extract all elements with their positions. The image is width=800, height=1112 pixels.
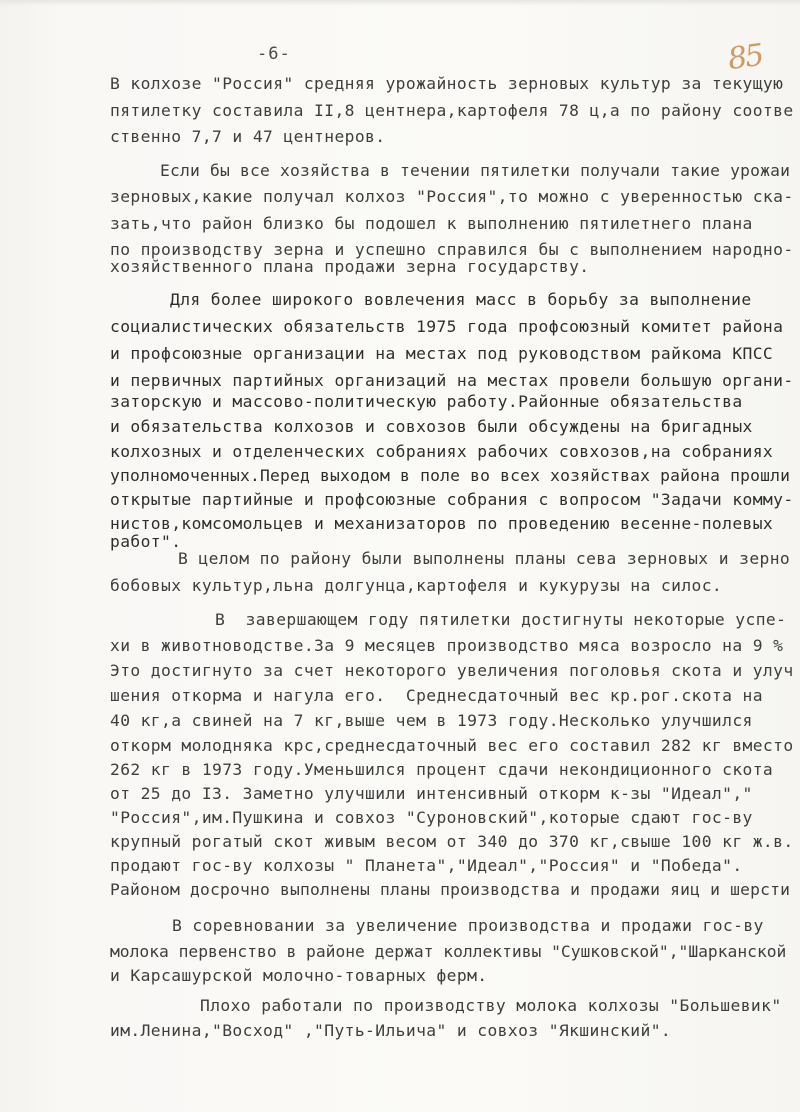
text-line: Плохо работали по производству молока колхозы "Большевик" [200, 996, 782, 1015]
text-line: от 25 до I3. Заметно улучшили интенсивный откорм к-зы "Идеал"," [110, 784, 753, 803]
text-line: пятилетку составила II,8 центнера,картофеля 78 ц,а по району соотве [110, 101, 794, 120]
text-line: молока первенство в районе держат коллективы "Сушковской","Шарканской [110, 942, 787, 961]
text-line: откорм молодняка крс,среднесдаточный вес его составил 282 кг вместо [110, 736, 794, 755]
text-line: шения откорма и нагула его. Среднесдаточный вес кр.рог.скота на [110, 686, 763, 705]
text-line: В завершающем году пятилетки достигнуты некоторые успе- [215, 610, 787, 629]
text-line: 262 кг в 1973 году.Уменьшился процент сдачи некондиционного скота [110, 760, 774, 779]
text-line: крупный рогатый скот живым весом от 340 до 370 кг,свыше 100 кг ж.в. [110, 832, 794, 851]
text-line: и первичных партийных организаций на местах провели большую органи- [110, 371, 794, 390]
page-number: -6- [257, 44, 291, 64]
text-line: социалистических обязательств 1975 года профсоюзный комитет района [110, 317, 784, 336]
text-line: Если бы все хозяйства в течении пятилетки получали такие урожаи [160, 161, 791, 180]
handwritten-folio-number: 85 [725, 37, 765, 78]
text-line: продают гос-ву колхозы " Планета","Идеал","Россия" и "Победа". [110, 856, 743, 875]
text-line: В целом по району были выполнены планы сева зерновых и зерно [178, 549, 791, 568]
text-line: 40 кг,а свиней на 7 кг,выше чем в 1973 году.Несколько улучшился [110, 711, 753, 730]
text-line: работ". [110, 532, 182, 551]
text-line: открытые партийные и профсоюзные собрания с вопросом "Задачи комму- [110, 490, 794, 509]
text-line: и Карсашурской молочно-товарных ферм. [110, 966, 488, 985]
text-line: Это достигнуто за счет некоторого увеличения поголовья скота и улуч [110, 661, 794, 680]
text-line: В колхозе "Россия" средняя урожайность зерновых культур за текущую [110, 74, 784, 93]
text-line: бобовых культур,льна долгунца,картофеля и кукурузы на силос. [110, 576, 723, 595]
text-line: заторскую и массово-политическую работу.Районные обязательства [110, 392, 743, 411]
text-line: "Россия",им.Пушкина и совхоз "Суроновский",которые сдают гос-ву [110, 808, 753, 827]
text-line: по производству зерна и успешно справился бы с выполнением народно- [110, 240, 794, 259]
text-line: ственно 7,7 и 47 центнеров. [110, 127, 386, 146]
text-line: уполномоченных.Перед выходом в поле во всех хозяйствах района прошли [110, 466, 791, 485]
text-line: В соревновании за увеличение производства и продажи гос-ву [172, 916, 764, 935]
text-line: зерновых,какие получал колхоз "Россия",то можно с уверенностью ска- [110, 187, 794, 206]
text-line: Для более широкого вовлечения масс в борьбу за выполнение [170, 290, 752, 309]
text-line: колхозных и отделенческих собраниях рабочих совхозов,на собраниях [110, 442, 774, 461]
scan-edge [0, 0, 800, 6]
text-line: и профсоюзные организации на местах под руководством райкома КПСС [110, 344, 774, 363]
text-line: Районом досрочно выполнены планы производства и продажи яиц и шерсти [110, 880, 791, 899]
text-line: им.Ленина,"Восход" ,"Путь-Ильича" и совхоз "Якшинский". [110, 1021, 672, 1040]
text-line: хи в животноводстве.За 9 месяцев производство мяса возросло на 9 % [110, 636, 784, 655]
text-line: хозяйственного плана продажи зерна государству. [110, 257, 590, 276]
text-line: зать,что район близко бы подошел к выполнению пятилетнего плана [110, 214, 753, 233]
text-line: и обязательства колхозов и совхозов были обсуждены на бригадных [110, 417, 753, 436]
text-line: нистов,комсомольцев и механизаторов по проведению весенне-полевых [110, 514, 774, 533]
